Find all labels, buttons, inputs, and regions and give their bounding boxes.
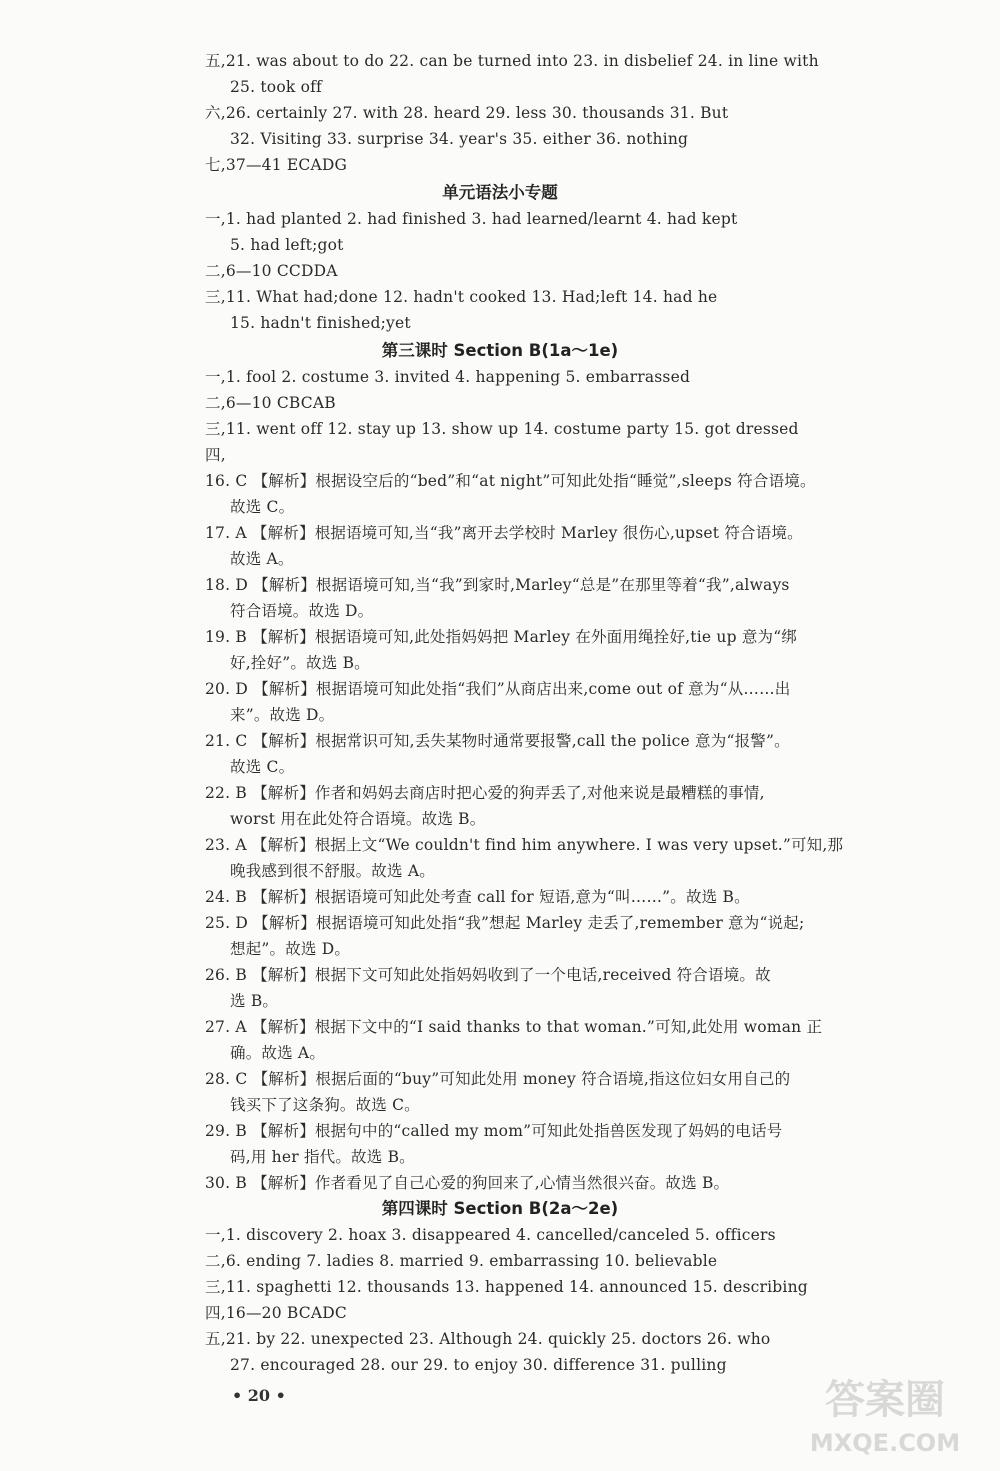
text-line: 四, — [205, 446, 226, 464]
text-line: 确。故选 A。 — [230, 1044, 326, 1062]
text-line: 27. A 【解析】根据下文中的“I said thanks to that woman.”可知,此处用 woman 正 — [205, 1018, 823, 1036]
text-line: 故选 C。 — [230, 498, 295, 516]
text-line: 钱买下了这条狗。故选 C。 — [230, 1096, 420, 1114]
section-heading: 单元语法小专题 — [442, 183, 558, 202]
text-line: 一,1. discovery 2. hoax 3. disappeared 4. cancelled/canceled 5. officers — [205, 1226, 776, 1244]
text-line: 二,6. ending 7. ladies 8. married 9. embarrassing 10. believable — [205, 1252, 718, 1270]
text-line: 符合语境。故选 D。 — [230, 602, 374, 620]
text-line: 29. B 【解析】根据句中的“called my mom”可知此处指兽医发现了妈妈的电话号 — [205, 1122, 783, 1140]
text-line: 想起”。故选 D。 — [230, 940, 351, 958]
text-line: 20. D 【解析】根据语境可知此处指“我们”从商店出来,come out of 意为“从……出 — [205, 680, 791, 698]
text-line: 22. B 【解析】作者和妈妈去商店时把心爱的狗弄丢了,对他来说是最糟糕的事情, — [205, 784, 765, 802]
text-line: 一,1. fool 2. costume 3. invited 4. happening 5. embarrassed — [205, 368, 691, 386]
text-line: 24. B 【解析】根据语境可知此处考查 call for 短语,意为“叫……”。故选 B。 — [205, 888, 750, 906]
text-line: 一,1. had planted 2. had finished 3. had learned/learnt 4. had kept — [205, 210, 738, 228]
watermark-brand: 答案圈 — [825, 1377, 945, 1423]
section-heading: 第四课时 Section B(2a～2e) — [381, 1199, 619, 1218]
text-line: 19. B 【解析】根据语境可知,此处指妈妈把 Marley 在外面用绳拴好,tie up 意为“绑 — [205, 628, 798, 646]
page-number: • 20 • — [232, 1386, 286, 1405]
text-line: 故选 A。 — [230, 550, 294, 568]
text-line: 25. took off — [230, 78, 322, 96]
text-line: 选 B。 — [230, 992, 279, 1010]
text-line: 28. C 【解析】根据后面的“buy”可知此处用 money 符合语境,指这位妇女用自己的 — [205, 1070, 791, 1088]
text-line: 码,用 her 指代。故选 B。 — [230, 1148, 415, 1166]
watermark-logo-icon — [780, 1363, 990, 1463]
text-line: 来”。故选 D。 — [230, 706, 335, 724]
text-line: 25. D 【解析】根据语境可知此处指“我”想起 Marley 走丢了,remember 意为“说起; — [205, 914, 805, 932]
text-line: 故选 C。 — [230, 758, 295, 776]
text-line: 26. B 【解析】根据下文可知此处指妈妈收到了一个电话,received 符合语境。故 — [205, 966, 771, 984]
text-line: 32. Visiting 33. surprise 34. year's 35. either 36. nothing — [230, 130, 689, 148]
text-line: 三,11. spaghetti 12. thousands 13. happened 14. announced 15. describing — [205, 1278, 808, 1296]
text-line: 晚我感到很不舒服。故选 A。 — [230, 862, 435, 880]
text-line: 21. C 【解析】根据常识可知,丢失某物时通常要报警,call the police 意为“报警”。 — [205, 732, 790, 750]
text-line: 18. D 【解析】根据语境可知,当“我”到家时,Marley“总是”在那里等着“我”,always — [205, 576, 790, 594]
text-line: worst 用在此处符合语境。故选 B。 — [230, 810, 486, 828]
text-line: 六,26. certainly 27. with 28. heard 29. less 30. thousands 31. But — [205, 104, 729, 122]
text-line: 七,37—41 ECADG — [205, 156, 348, 174]
text-line: 16. C 【解析】根据设空后的“bed”和“at night”可知此处指“睡觉”,sleeps 符合语境。 — [205, 472, 816, 490]
text-line: 四,16—20 BCADC — [205, 1304, 347, 1322]
text-line: 好,拴好”。故选 B。 — [230, 654, 370, 672]
text-line: 17. A 【解析】根据语境可知,当“我”离开去学校时 Marley 很伤心,upset 符合语境。 — [205, 524, 803, 542]
text-line: 二,6—10 CCDDA — [205, 262, 338, 280]
text-line: 30. B 【解析】作者看见了自己心爱的狗回来了,心情当然很兴奋。故选 B。 — [205, 1174, 730, 1192]
text-line: 二,6—10 CBCAB — [205, 394, 336, 412]
text-line: 五,21. was about to do 22. can be turned into 23. in disbelief 24. in line with — [205, 52, 819, 70]
text-line: 三,11. went off 12. stay up 13. show up 14. costume party 15. got dressed — [205, 420, 799, 438]
text-line: 五,21. by 22. unexpected 23. Although 24. quickly 25. doctors 26. who — [205, 1330, 771, 1348]
text-line: 27. encouraged 28. our 29. to enjoy 30. difference 31. pulling — [230, 1356, 727, 1374]
text-line: 5. had left;got — [230, 236, 344, 254]
text-line: 15. hadn't finished;yet — [230, 314, 411, 332]
text-line: 三,11. What had;done 12. hadn't cooked 13. Had;left 14. had he — [205, 288, 718, 306]
watermark-url: MXQE.COM — [809, 1429, 961, 1457]
section-heading: 第三课时 Section B(1a～1e) — [381, 341, 619, 360]
text-line: 23. A 【解析】根据上文“We couldn't find him anywhere. I was very upset.”可知,那 — [205, 836, 844, 854]
